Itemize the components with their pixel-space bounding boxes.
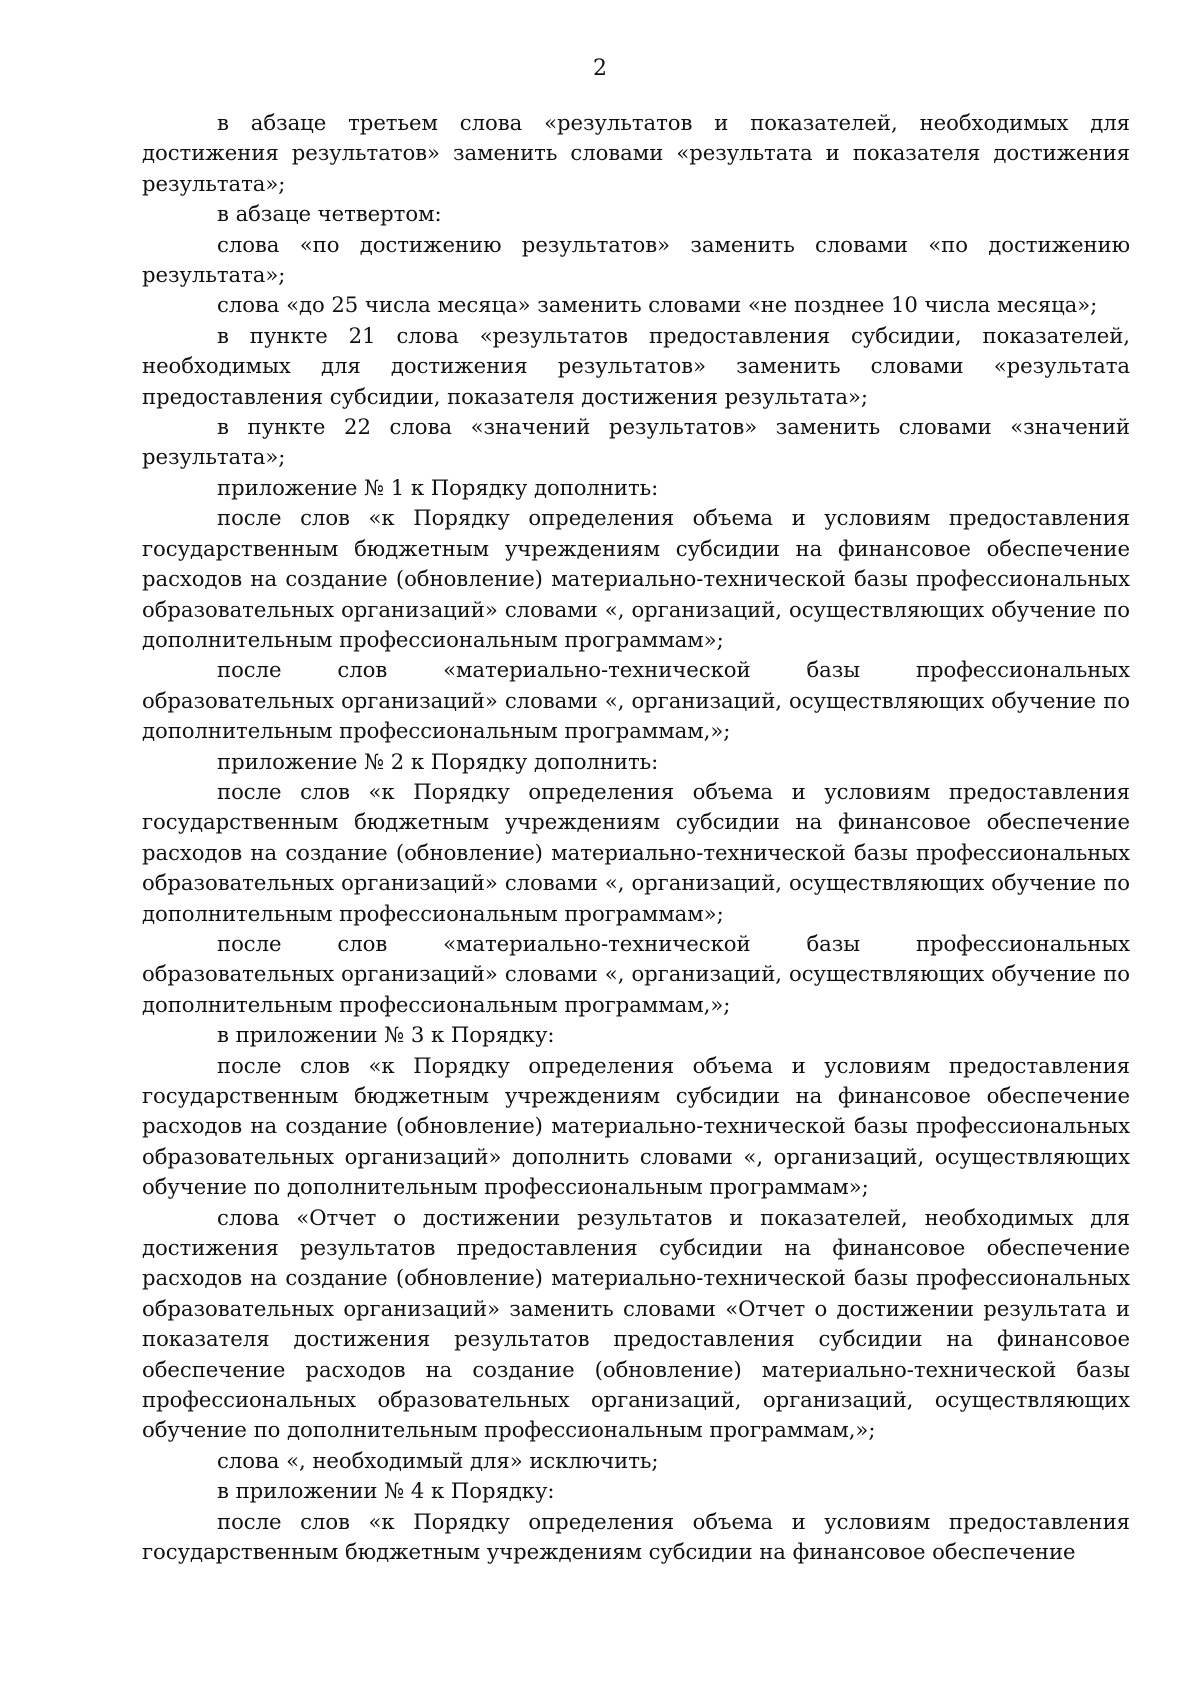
- paragraph: после слов «к Порядку определения объема и условиям предоставления государственным бюджетным учреждениям субсидии на финансовое обеспечение расходов на создание (обновление) материально-технической базы профессиональных образовательных организаций» словами «, организаций, осуществляющих обучение по дополнительным профессиональным программам»;: [142, 505, 1130, 652]
- paragraph: в приложении № 4 к Порядку:: [217, 1478, 555, 1504]
- paragraph: после слов «к Порядку определения объема и условиям предоставления государственным бюджетным учреждениям субсидии на финансовое обеспечение расходов на создание (обновление) материально-технической базы профессиональных образовательных организаций» словами «, организаций, осуществляющих обучение по дополнительным профессиональным программам»;: [142, 778, 1130, 926]
- paragraph: после слов «материально-технической базы профессиональных образовательных организаций» словами «, организаций, осуществляющих обучение по дополнительным профессиональным программам,»;: [142, 657, 1130, 744]
- paragraph: приложение № 2 к Порядку дополнить:: [217, 748, 659, 774]
- paragraph: слова «, необходимый для» исключить;: [217, 1447, 659, 1473]
- paragraph: в пункте 21 слова «результатов предоставления субсидии, показателей, необходимых для достижения результатов» заменить словами «результата предоставления субсидии, показателя достижения результата»;: [142, 322, 1130, 409]
- paragraph: в абзаце третьем слова «результатов и показателей, необходимых для достижения результатов» заменить словами «результата и показателя достижения результата»;: [142, 110, 1130, 196]
- paragraph: слова «по достижению результатов» заменить словами «по достижению результата»;: [142, 231, 1130, 288]
- page-number: 2: [593, 56, 607, 81]
- paragraph: в приложении № 3 к Порядку:: [217, 1022, 555, 1048]
- paragraph: в абзаце четвертом:: [217, 201, 442, 227]
- paragraph: в пункте 22 слова «значений результатов» заменить словами «значений результата»;: [142, 414, 1130, 470]
- paragraph: после слов «к Порядку определения объема и условиям предоставления государственным бюджетным учреждениям субсидии на финансовое обеспечение расходов на создание (обновление) материально-технической базы профессиональных образовательных организаций» дополнить словами «, организаций, осуществляющих обучение по дополнительным профессиональным программам»;: [142, 1052, 1130, 1200]
- paragraph: после слов «материально-технической базы профессиональных образовательных организаций» словами «, организаций, осуществляющих обучение по дополнительным профессиональным программам,»;: [142, 930, 1130, 1017]
- paragraph: приложение № 1 к Порядку дополнить:: [217, 474, 659, 500]
- paragraph: слова «Отчет о достижении результатов и показателей, необходимых для достижения результатов предоставления субсидии на финансовое обеспечение расходов на создание (обновление) материально-технической базы профессиональных образовательных организаций» заменить словами «Отчет о достижении результата и показателя достижения результатов предоставления субсидии на финансовое обеспечение расходов на создание (обновление) материально-технической базы профессиональных образовательных организаций, организаций, осуществляющих обучение по дополнительным профессиональным программам,»;: [142, 1204, 1130, 1443]
- document-body: [142, 108, 1130, 1568]
- paragraph: после слов «к Порядку определения объема и условиям предоставления государственным бюджетным учреждениям субсидии на финансовое обеспечение: [142, 1508, 1130, 1565]
- paragraph: слова «до 25 числа месяца» заменить словами «не позднее 10 числа месяца»;: [217, 292, 1098, 318]
